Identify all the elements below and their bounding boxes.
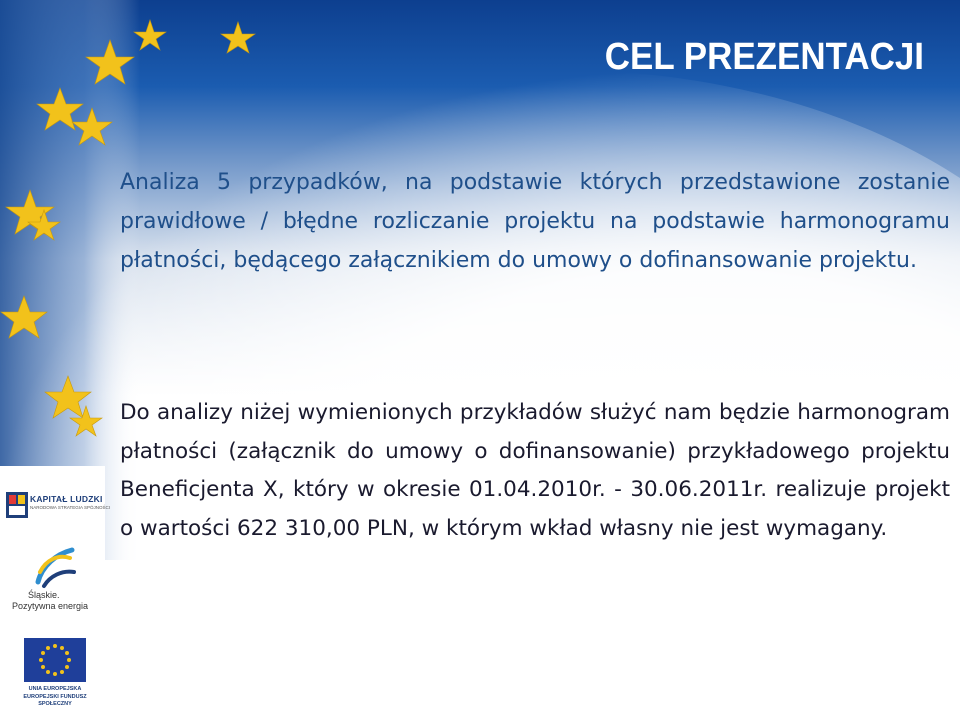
example-description-paragraph: Do analizy niżej wymienionych przykładów służyć nam będzie harmonogram płatności (załącznik do umowy o dofinansowanie) przykładowego projektu Beneficjenta X, który w okresie 01.04.2010r. - 30.06.2011r. realizuje projekt o wartości 622 310,00 PLN, w którym wkład własny nie jest wymagany. [120,400,950,541]
slide-title: CEL PREZENTACJI [604,36,924,78]
sponsor-logos-panel [0,466,111,720]
eu-social-label: SPOŁECZNY [38,701,72,707]
kapital-ludzki-label: KAPITAŁ LUDZKI [30,494,103,504]
kapital-ludzki-emblem-icon [6,492,28,518]
eu-fund-label: EUROPEJSKI FUNDUSZ [23,694,87,700]
slaskie-logo [10,544,100,614]
slaskie-wave-icon [10,544,100,590]
intro-paragraph: Analiza 5 przypadków, na podstawie których przedstawione zostanie prawidłowe / błędne rozliczanie projektu na podstawie harmonogramu płatności, będącego załącznikiem do umowy o dofinansowanie projektu. [120,170,950,273]
kapital-ludzki-subtitle: NARODOWA STRATEGIA SPÓJNOŚCI [30,505,111,510]
eu-flag-icon [24,638,86,682]
slaskie-tagline: Pozytywna energia [12,601,89,611]
slaskie-label: Śląskie. [28,590,60,600]
kapital-ludzki-logo [6,492,111,526]
eu-label: UNIA EUROPEJSKA [28,686,82,692]
eu-social-fund-logo [24,638,86,716]
